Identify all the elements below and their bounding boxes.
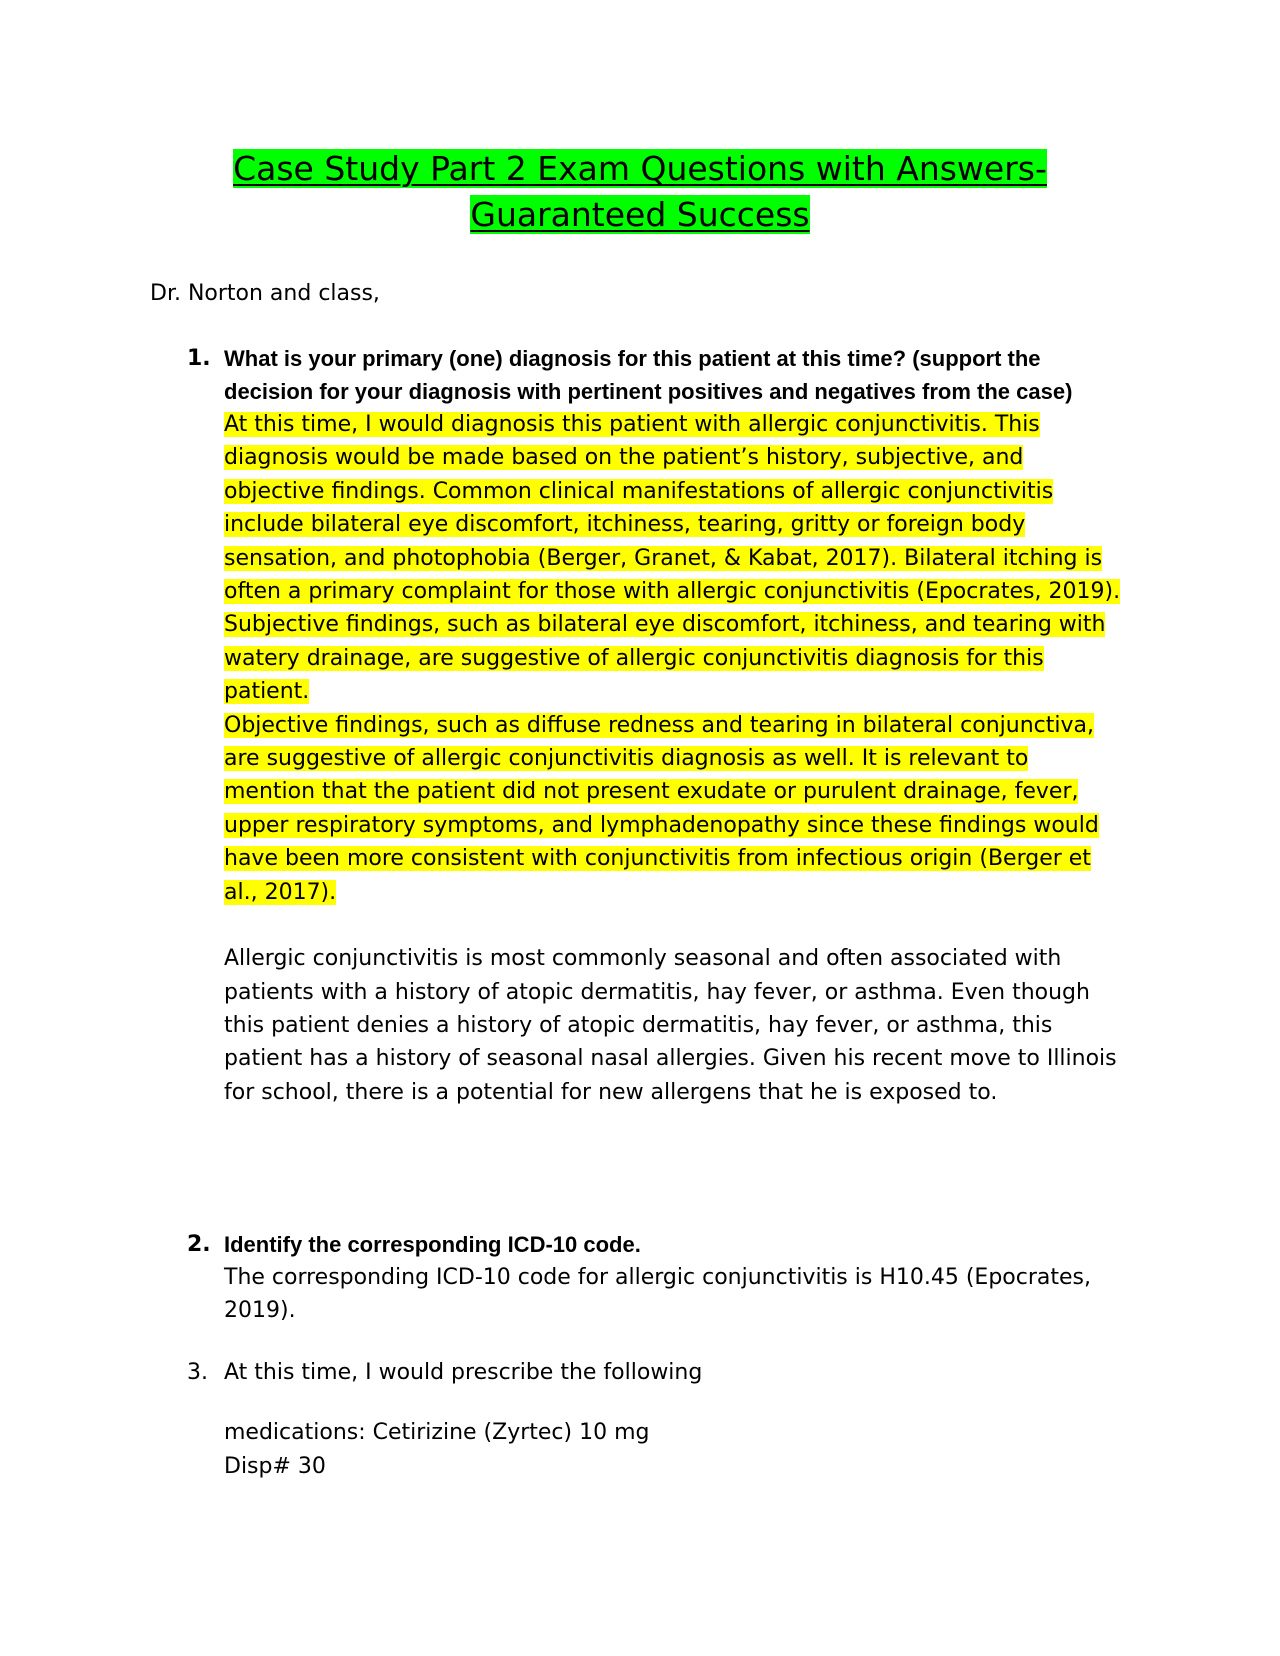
question-text: What is your primary (one) diagnosis for this patient at this time? (support the decision for your diagnosis with pertinent positives and negatives from the case) [224, 346, 1073, 404]
item-body [224, 1356, 1124, 1483]
item-number: 2. [187, 1232, 211, 1257]
item-text: At this time, I would prescribe the following [224, 1360, 703, 1385]
answer-paragraph: The corresponding ICD-10 code for allergic conjunctivitis is H10.45 (Epocrates, 2019). [224, 1265, 1091, 1324]
item-body [224, 1228, 1124, 1328]
question-text: Identify the corresponding ICD-10 code. [224, 1232, 641, 1257]
answer-paragraph: Allergic conjunctivitis is most commonly seasonal and often associated with patients with a history of atopic dermatitis, hay fever, or asthma. Even though this patient denies a history of atopic dermatitis, hay fever, or asthma, this patient has a history of seasonal nasal allergies. Given his recent move to Illinois for school, there is a potential for new allergens that he is exposed to. [224, 946, 1117, 1105]
greeting: Dr. Norton and class, [150, 281, 380, 306]
title-line-2: Guaranteed Success [470, 195, 810, 234]
answer-paragraph-highlighted: Objective findings, such as diffuse redness and tearing in bilateral conjunctiva, are suggestive of allergic conjunctivitis diagnosis as well. It is relevant to mention that the patient did not present exudate or purulent drainage, fever, upper respiratory symptoms, and lymphadenopathy since these findings would have been more consistent with conjunctivitis from infectious origin (Berger et al., 2017). [224, 712, 1099, 905]
document-title [0, 146, 1280, 238]
item-number: 3. [187, 1360, 208, 1385]
item-number: 1. [187, 346, 211, 371]
answer-paragraph-highlighted: At this time, I would diagnosis this patient with allergic conjunctivitis. This diagnosis would be made based on the patient’s history, subjective, and objective findings. Common clinical manifestations of allergic conjunctivitis include bilateral eye discomfort, itchiness, tearing, gritty or foreign body sensation, and photophobia (Berger, Granet, & Kabat, 2017). Bilateral itching is often a primary complaint for those with allergic conjunctivitis (Epocrates, 2019). Subjective findings, such as bilateral eye discomfort, itchiness, and tearing with watery drainage, are suggestive of allergic conjunctivitis diagnosis for this patient. [224, 412, 1121, 705]
item-body [224, 342, 1124, 1109]
medication-line: medications: Cetirizine (Zyrtec) 10 mg [224, 1420, 650, 1446]
dispense-line: Disp# 30 [224, 1453, 326, 1479]
title-line-1: Case Study Part 2 Exam Questions with Answers- [233, 149, 1047, 188]
